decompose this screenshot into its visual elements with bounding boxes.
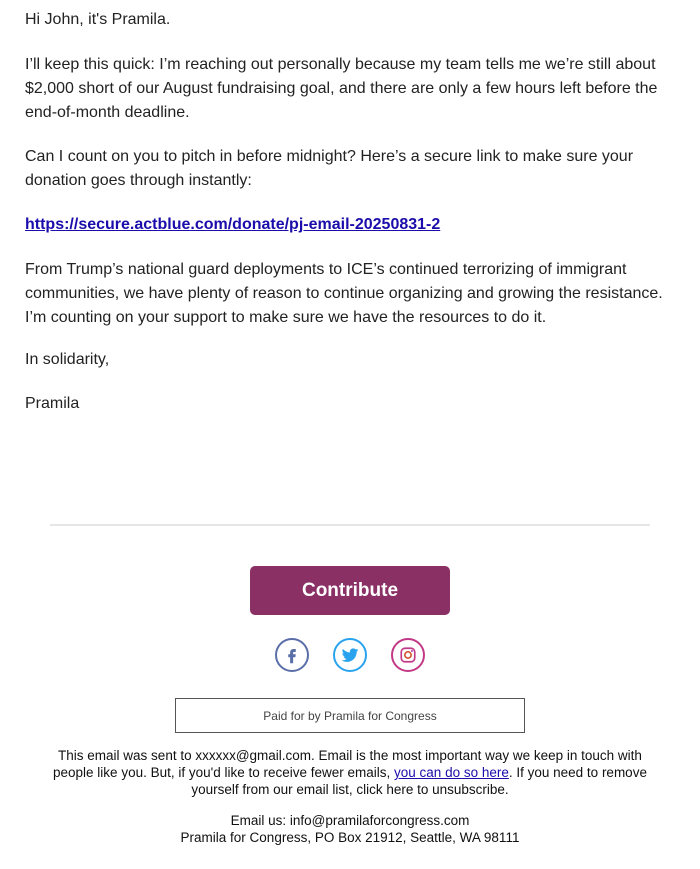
fewer-emails-link[interactable]: you can do so here — [394, 765, 509, 780]
facebook-glyph — [283, 646, 301, 664]
instagram-icon[interactable] — [391, 638, 425, 672]
twitter-icon[interactable] — [333, 638, 367, 672]
paid-for-disclaimer: Paid for by Pramila for Congress — [175, 698, 525, 733]
notice-text-after: . If you need to remove yourself from our email list, click here to unsubscribe. — [191, 765, 647, 797]
twitter-glyph — [340, 645, 360, 665]
paragraph-2: Can I count on you to pitch in before midnight? Here’s a secure link to make sure your donation goes through instantly: — [25, 148, 634, 189]
signature: Pramila — [25, 395, 80, 412]
email-notice — [50, 747, 650, 798]
donate-link[interactable]: https://secure.actblue.com/donate/pj-email-20250831-2 — [25, 216, 441, 233]
divider — [50, 524, 650, 526]
notice-text-before: This email was sent to xxxxxx@gmail.com. Email is the most important way we keep in touch with people like you. But, if you'd like to receive fewer emails, — [53, 748, 642, 780]
paragraph-1: I’ll keep this quick: I’m reaching out personally because my team tells me we’re still about $2,000 short of our August fundraising goal, and there are only a few hours left before the end-of-month deadline. — [25, 56, 658, 121]
mailing-address: Pramila for Congress, PO Box 21912, Seattle, WA 98111 — [180, 830, 520, 845]
contribute-button[interactable]: Contribute — [250, 566, 450, 615]
greeting: Hi John, it's Pramila. — [25, 11, 171, 28]
instagram-glyph — [399, 646, 417, 664]
paragraph-3: From Trump’s national guard deployments to ICE’s continued terrorizing of immigrant communities, we have plenty of reason to continue organizing and growing the resistance. I’m counting on your support to make sure we have the resources to do it. — [25, 261, 663, 326]
donate-link-line — [25, 213, 685, 237]
closing: In solidarity, — [25, 351, 110, 368]
facebook-icon[interactable] — [275, 638, 309, 672]
social-row — [275, 638, 425, 676]
email-us: Email us: info@pramilaforcongress.com — [230, 813, 470, 828]
